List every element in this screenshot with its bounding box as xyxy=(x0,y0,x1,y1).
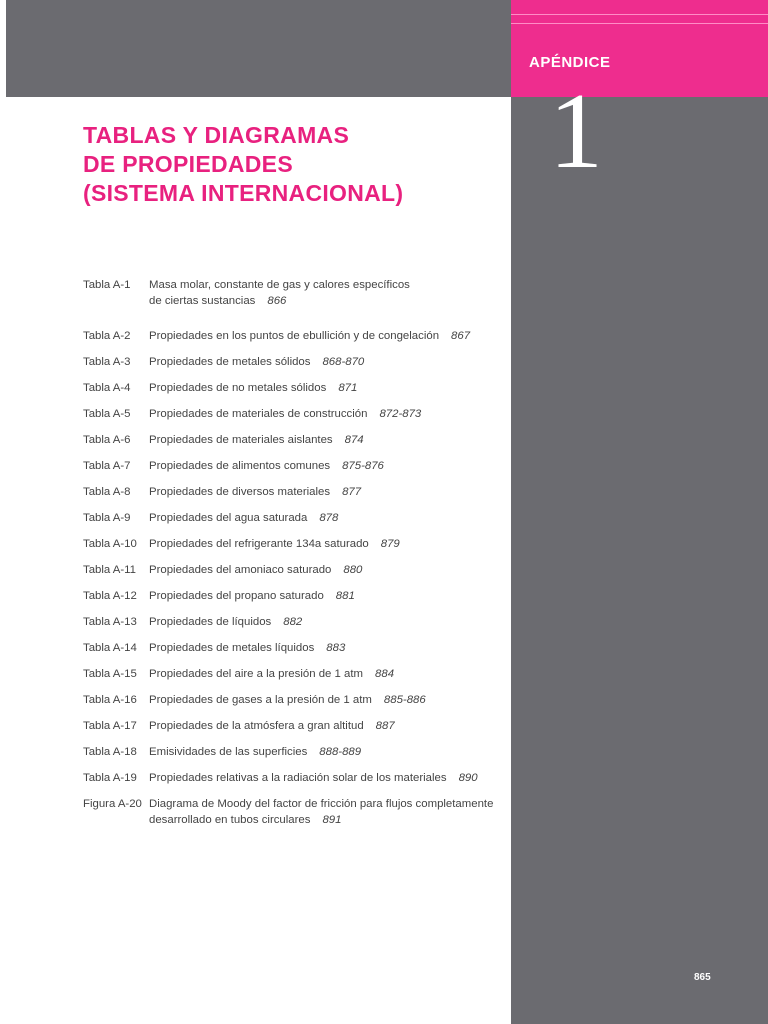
toc-entry-text: Emisividades de las superficies xyxy=(149,746,308,758)
toc-entry xyxy=(83,588,503,614)
toc-entry-page: 874 xyxy=(344,434,364,446)
toc-entry-description xyxy=(149,666,503,682)
toc-entry-description xyxy=(149,770,503,786)
toc-entry xyxy=(83,406,503,432)
toc-entry-label: Tabla A-14 xyxy=(83,642,137,654)
toc-entry-description xyxy=(149,744,503,760)
toc-entry-text: Propiedades de alimentos comunes xyxy=(149,460,331,472)
toc-entry-label: Tabla A-17 xyxy=(83,720,137,732)
toc-entry-label: Tabla A-9 xyxy=(83,512,131,524)
toc-entry-label: Tabla A-10 xyxy=(83,538,137,550)
toc-entry xyxy=(83,380,503,406)
title-line: (SISTEMA INTERNACIONAL) xyxy=(83,180,404,206)
toc-entry-page: 880 xyxy=(343,564,363,576)
toc-entry-text: Propiedades en los puntos de ebullición y de congelación xyxy=(149,330,440,342)
toc-entry-label: Tabla A-8 xyxy=(83,486,131,498)
toc-entry-description xyxy=(149,510,503,526)
toc-entry-text: Propiedades de gases a la presión de 1 atm xyxy=(149,694,372,706)
toc-entry xyxy=(83,640,503,666)
toc-entry xyxy=(83,536,503,562)
toc-entry-label: Tabla A-5 xyxy=(83,408,131,420)
toc-entry-description xyxy=(149,640,503,656)
toc-entry-page: 877 xyxy=(342,486,362,498)
toc-entry xyxy=(83,718,503,744)
toc-entry-description xyxy=(149,380,503,396)
toc-entry-description xyxy=(149,588,503,604)
toc-entry xyxy=(83,484,503,510)
toc-entry-text: Propiedades del propano saturado xyxy=(149,590,324,602)
toc-entry-label: Tabla A-19 xyxy=(83,772,137,784)
toc-entry-text: Propiedades del refrigerante 134a saturado xyxy=(149,538,369,550)
toc-entry-text: Propiedades de no metales sólidos xyxy=(149,382,327,394)
toc-entry-label: Tabla A-13 xyxy=(83,616,137,628)
toc-entry-description xyxy=(149,458,503,474)
toc-entry-description xyxy=(149,536,503,552)
toc-entry-text: de ciertas sustancias xyxy=(149,295,256,307)
toc-entry-description xyxy=(149,562,503,578)
toc-entry xyxy=(83,770,503,796)
appendix-label: APÉNDICE xyxy=(529,54,611,71)
toc-entry-description xyxy=(149,484,503,500)
toc-entry-page: 875-876 xyxy=(342,460,384,472)
toc-entry-text: Propiedades de materiales de construcción xyxy=(149,408,368,420)
toc-entry-page: 866 xyxy=(267,295,287,307)
toc-entry-label: Tabla A-16 xyxy=(83,694,137,706)
toc-entry xyxy=(83,744,503,770)
toc-entry xyxy=(83,354,503,380)
chapter-title xyxy=(83,121,503,208)
toc-entry xyxy=(83,692,503,718)
appendix-number: 1 xyxy=(549,72,603,191)
toc-entry xyxy=(83,796,503,847)
toc-entry-text: Propiedades de materiales aislantes xyxy=(149,434,333,446)
toc-entry-page: 884 xyxy=(375,668,395,680)
toc-entry-label: Tabla A-3 xyxy=(83,356,131,368)
toc-entry-description xyxy=(149,406,503,422)
toc-entry-page: 878 xyxy=(319,512,339,524)
toc-entry-text: Propiedades del agua saturada xyxy=(149,512,308,524)
toc-entry-text: Propiedades de la atmósfera a gran altitud xyxy=(149,720,364,732)
toc-entry-description xyxy=(149,277,503,309)
toc-entry-page: 891 xyxy=(322,814,342,826)
toc-entry-text: Propiedades del amoniaco saturado xyxy=(149,564,332,576)
toc-entry-label: Tabla A-12 xyxy=(83,590,137,602)
toc-entry-text: Masa molar, constante de gas y calores específicos xyxy=(149,279,410,291)
toc-entry-description xyxy=(149,796,503,828)
toc-entry xyxy=(83,562,503,588)
toc-entry-page: 871 xyxy=(338,382,358,394)
title-line: TABLAS Y DIAGRAMAS xyxy=(83,122,350,148)
toc-entry-page: 883 xyxy=(326,642,346,654)
page-number: 865 xyxy=(694,972,711,983)
toc-entry xyxy=(83,666,503,692)
toc-entry-page: 882 xyxy=(283,616,303,628)
appendix-tab-rules xyxy=(511,14,768,24)
toc-entry-page: 868-870 xyxy=(322,356,365,368)
toc-entry-description xyxy=(149,718,503,734)
toc-entry-description xyxy=(149,614,503,630)
toc-entry-label: Figura A-20 xyxy=(83,798,142,810)
toc-entry-page: 888-889 xyxy=(319,746,362,758)
toc-entry xyxy=(83,510,503,536)
toc-entry-text: Diagrama de Moody del factor de fricción para flujos completamente xyxy=(149,798,494,810)
toc-entry-label: Tabla A-15 xyxy=(83,668,137,680)
toc-entry xyxy=(83,458,503,484)
toc-entry-description xyxy=(149,432,503,448)
toc-entry xyxy=(83,432,503,458)
toc-entry-description xyxy=(149,692,503,708)
toc-entry-page: 887 xyxy=(375,720,395,732)
toc-entry-label: Tabla A-4 xyxy=(83,382,131,394)
toc-entry xyxy=(83,277,503,328)
toc-entry-text: Propiedades de metales sólidos xyxy=(149,356,311,368)
toc-entry-text: Propiedades del aire a la presión de 1 atm xyxy=(149,668,364,680)
toc-entry-label: Tabla A-7 xyxy=(83,460,131,472)
toc-entry-page: 890 xyxy=(458,772,478,784)
toc-entry-label: Tabla A-6 xyxy=(83,434,131,446)
toc-entry-page: 881 xyxy=(335,590,355,602)
toc-entry-text: Propiedades de diversos materiales xyxy=(149,486,331,498)
toc-entry-description xyxy=(149,354,503,370)
toc-entry-text: Propiedades de metales líquidos xyxy=(149,642,315,654)
toc-entry xyxy=(83,328,503,354)
toc-entry-description xyxy=(149,328,503,344)
toc-entry xyxy=(83,614,503,640)
toc-entry-label: Tabla A-18 xyxy=(83,746,137,758)
toc-entry-label: Tabla A-2 xyxy=(83,330,131,342)
toc-entry-text: desarrollado en tubos circulares xyxy=(149,814,311,826)
toc-entry-label: Tabla A-11 xyxy=(83,564,136,576)
toc-entry-text: Propiedades de líquidos xyxy=(149,616,272,628)
toc-entry-page: 867 xyxy=(451,330,471,342)
table-of-contents xyxy=(83,277,503,847)
toc-entry-label: Tabla A-1 xyxy=(83,279,131,291)
toc-entry-page: 885-886 xyxy=(383,694,426,706)
toc-entry-text: Propiedades relativas a la radiación solar de los materiales xyxy=(149,772,447,784)
toc-entry-page: 872-873 xyxy=(379,408,422,420)
header-band xyxy=(6,0,511,97)
toc-entry-page: 879 xyxy=(380,538,400,550)
title-line: DE PROPIEDADES xyxy=(83,151,293,177)
